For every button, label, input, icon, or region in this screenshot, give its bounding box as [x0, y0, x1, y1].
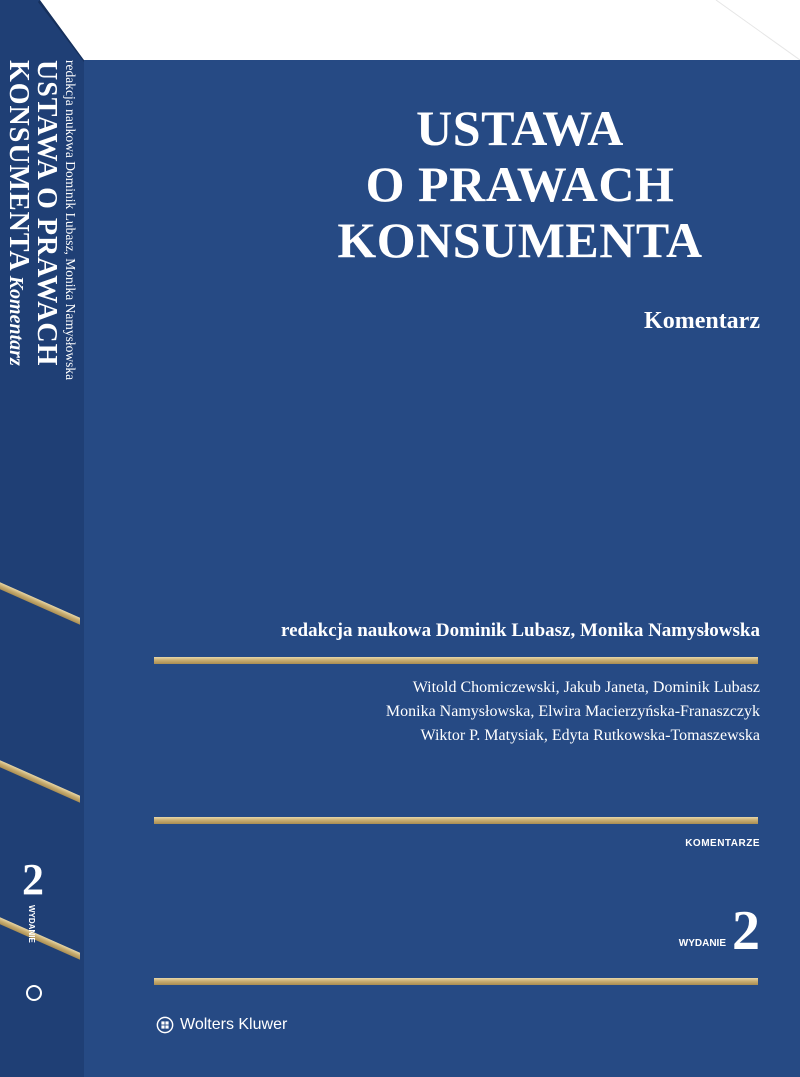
edition-label: WYDANIE — [678, 938, 726, 949]
book-pages-edge — [0, 0, 800, 60]
spine-editors: redakcja naukowa Dominik Lubasz, Monika Namysłowska — [63, 60, 78, 381]
spine-text-block — [0, 60, 78, 620]
edition-number: 2 — [732, 900, 760, 962]
spine-publisher-logo-icon — [26, 985, 42, 1001]
authors-list — [386, 676, 760, 748]
spine-title-line2: KONSUMENTA — [3, 60, 34, 272]
wolters-kluwer-logo-icon — [156, 1016, 174, 1034]
gold-divider-1 — [154, 657, 758, 664]
authors-line-2: Monika Namysłowska, Elwira Macierzyńska-Franaszczyk — [385, 703, 760, 720]
edition-block — [678, 900, 760, 962]
gold-divider-3 — [154, 978, 758, 985]
spine-subtitle: Komentarz — [5, 275, 27, 366]
title-line-2: O PRAWACH — [365, 156, 675, 212]
publisher-logo — [156, 1016, 287, 1034]
authors-line-3: Wiktor P. Matysiak, Edyta Rutkowska-Tomaszewska — [420, 727, 760, 744]
publisher-name: Wolters Kluwer — [180, 1016, 288, 1033]
spine-edition-label: WYDANIE — [27, 905, 36, 943]
book-title — [280, 100, 760, 268]
front-cover — [84, 60, 800, 1077]
book-spine — [0, 0, 84, 1077]
spine-title-line1: USTAWA O PRAWACH — [31, 60, 62, 367]
gold-divider-2 — [154, 817, 758, 824]
title-line-1: USTAWA — [416, 100, 624, 156]
title-line-3: KONSUMENTA — [337, 212, 703, 268]
spine-edition-number: 2 — [22, 855, 44, 904]
book-subtitle: Komentarz — [644, 308, 760, 334]
spine-title-row2 — [4, 60, 32, 620]
series-name: KOMENTARZE — [685, 838, 760, 849]
scientific-editors: redakcja naukowa Dominik Lubasz, Monika Namysłowska — [281, 620, 760, 641]
authors-line-1: Witold Chomiczewski, Jakub Janeta, Dominik Lubasz — [412, 679, 760, 696]
